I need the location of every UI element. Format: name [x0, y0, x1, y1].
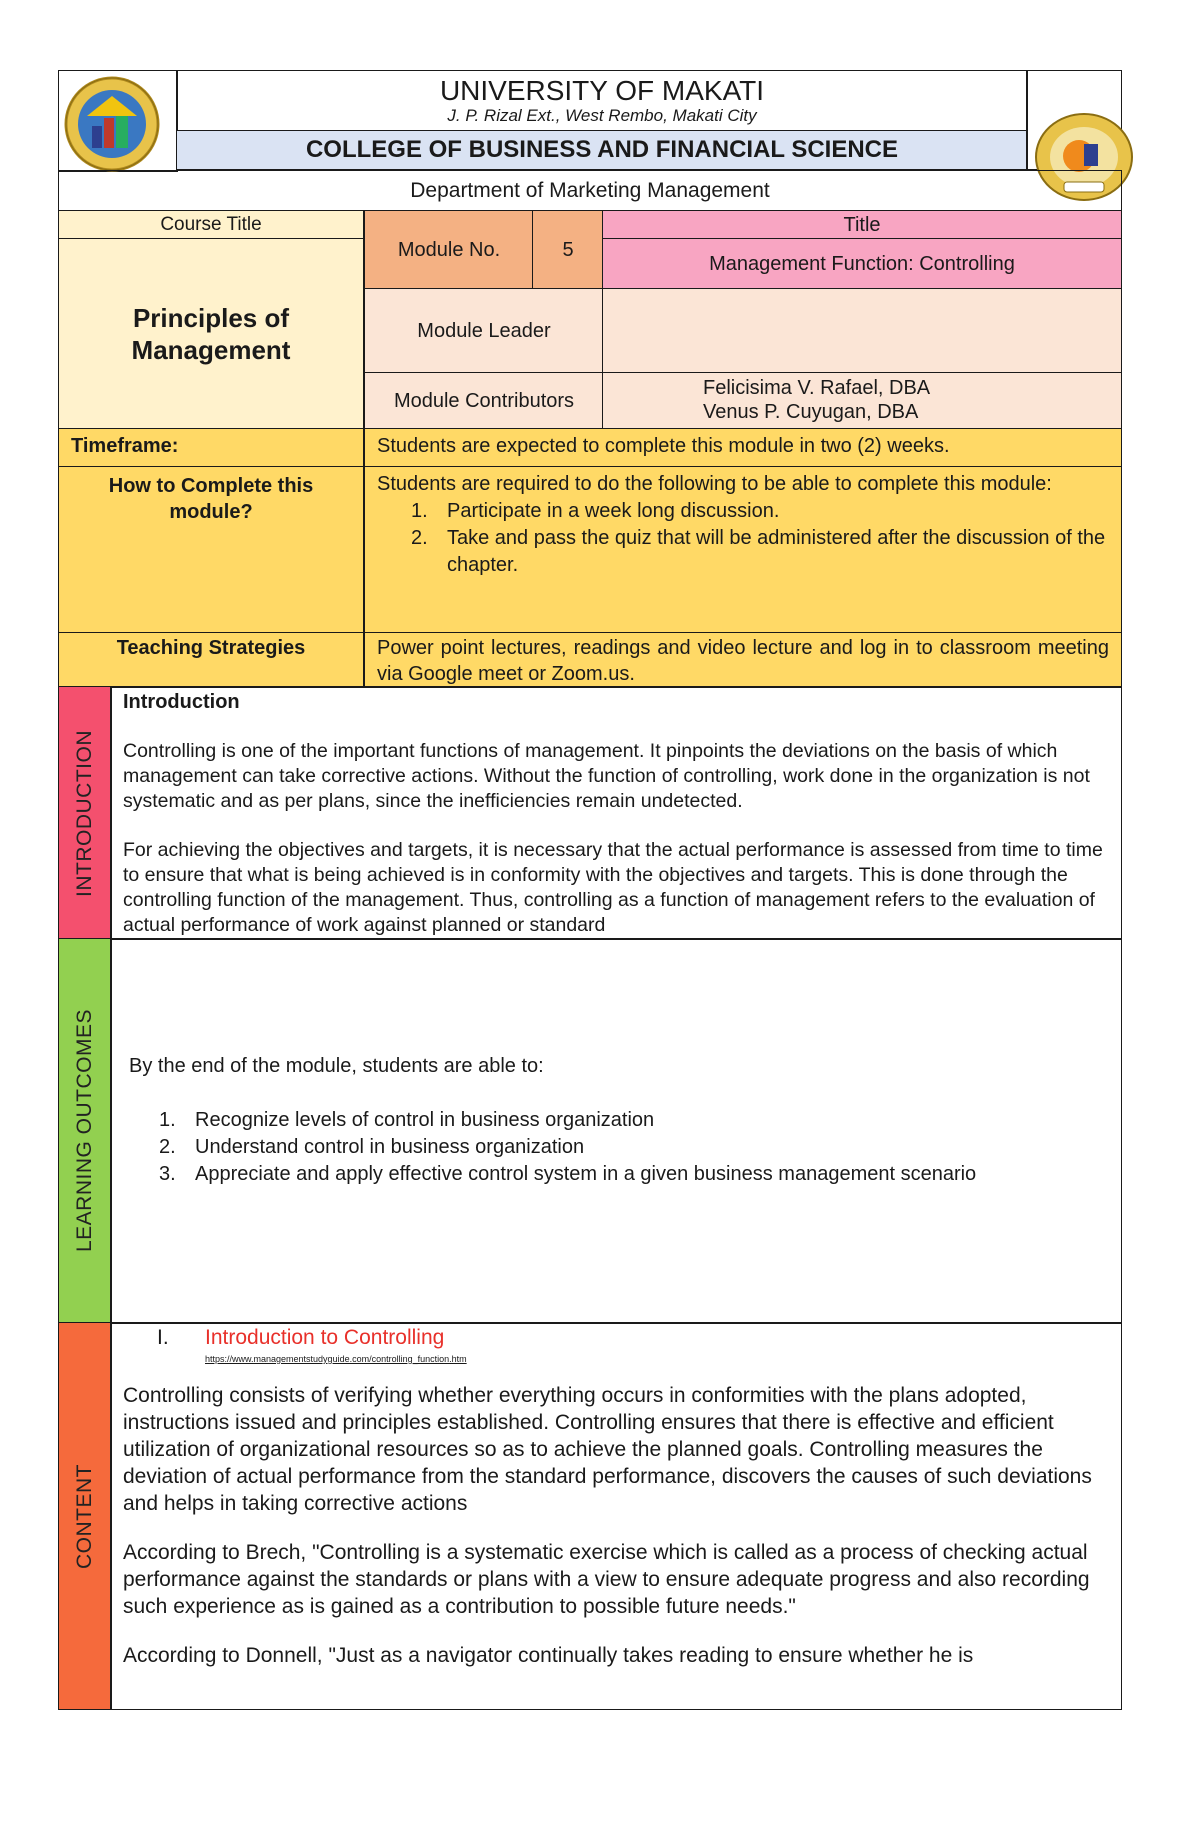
module-title-cell [602, 238, 1122, 290]
course-title-value: Principles of Management [131, 303, 291, 365]
university-name: UNIVERSITY OF MAKATI [439, 75, 765, 106]
outcome-item [129, 1134, 1109, 1161]
outcome-item [129, 1107, 1109, 1134]
teaching-label-cell [58, 632, 364, 688]
how-to-item [377, 498, 1109, 525]
outcome-item-number: 3. [159, 1163, 176, 1185]
timeframe-value: Students are expected to complete this module in two (2) weeks. [377, 435, 950, 457]
module-contributors-label-cell [364, 372, 604, 430]
introduction-paragraph: Controlling is one of the important functions of management. It pinpoints the deviations on the basis of which management can take corrective actions. Without the function of controlling, work done in the organization is not systematic and as per plans, since the inefficiencies remain undetected. [123, 740, 1090, 812]
timeframe-value-cell [364, 428, 1122, 468]
outcome-item-number: 2. [159, 1136, 176, 1158]
teaching-value: Power point lectures, readings and video lecture and log in to classroom meeting via Google meet or Zoom.us. [377, 637, 1109, 685]
content-section-heading [123, 1325, 1109, 1351]
outcome-item-text: Appreciate and apply effective control system in a given business management scenario [195, 1163, 977, 1185]
college-name: COLLEGE OF BUSINESS AND FINANCIAL SCIENCE [305, 136, 899, 163]
course-title-label-cell [58, 210, 364, 240]
course-title-value-cell [58, 238, 364, 430]
outcomes-body [110, 938, 1122, 1324]
module-leader-value-cell [602, 288, 1122, 374]
content-paragraph: According to Brech, "Controlling is a systematic exercise which is called as a process of checking actual performance against the standards or plans with a view to ensure adequate progress and also recording such experience as is gained as a contribution to possible future needs." [123, 1541, 1090, 1618]
how-to-item-number: 1. [411, 500, 428, 522]
how-to-label-cell [58, 466, 364, 634]
department-row [58, 170, 1122, 212]
module-contributors-label: Module Contributors [393, 389, 575, 412]
outcome-item-text: Understand control in business organization [195, 1136, 585, 1158]
content-side-bar [58, 1322, 112, 1710]
university-address: J. P. Rizal Ext., West Rembo, Makati City [447, 106, 757, 125]
outcomes-side-bar [58, 938, 112, 1324]
content-side-label: CONTENT [73, 1463, 96, 1569]
teaching-value-cell [364, 632, 1122, 688]
course-title-label: Course Title [160, 214, 262, 235]
module-contributors-value-cell [602, 372, 1122, 430]
how-to-item-text: Participate in a week long discussion. [447, 500, 780, 522]
timeframe-label: Timeframe: [71, 435, 179, 457]
outcomes-intro: By the end of the module, students are able to: [129, 1055, 544, 1077]
module-leader-label-cell [364, 288, 604, 374]
content-body [110, 1322, 1122, 1710]
college-name-cell [176, 130, 1028, 170]
content-paragraph: Controlling consists of verifying whether everything occurs in conformities with the plans adopted, instructions issued and principles established. Controlling ensures that there is effective and efficient utilization of organizational resources so as to achieve the planned goals. Controlling measures the deviation of actual performance from the standard performance, discovers the causes of such deviations and helps in taking corrective actions [123, 1384, 1092, 1515]
module-no-value: 5 [562, 238, 574, 261]
title-header: Title [843, 213, 881, 236]
outcomes-side-label: LEARNING OUTCOMES [73, 1009, 96, 1253]
content-section-number: I. [157, 1326, 169, 1349]
introduction-body [110, 686, 1122, 940]
reference-link[interactable]: https://www.managementstudyguide.com/controlling_function.htm [205, 1354, 467, 1364]
introduction-side-label: INTRODUCTION [73, 729, 96, 897]
introduction-side-bar [58, 686, 112, 940]
title-header-cell [602, 210, 1122, 240]
university-name-cell [176, 70, 1028, 132]
how-to-item-number: 2. [411, 527, 428, 549]
module-no-value-cell [532, 210, 604, 290]
how-to-item-text: Take and pass the quiz that will be administered after the discussion of the chapter. [447, 527, 1106, 576]
timeframe-label-cell [58, 428, 364, 468]
how-to-value-cell [364, 466, 1122, 634]
introduction-heading: Introduction [123, 691, 240, 713]
module-no-label-cell [364, 210, 534, 290]
outcome-item-number: 1. [159, 1109, 176, 1131]
introduction-paragraph: For achieving the objectives and targets, it is necessary that the actual performance is assessed from time to time to ensure that what is being achieved is in conformity with the objectives and targets. This is done through the controlling function of the management. Thus, controlling as a function of management refers to the evaluation of actual performance of work against planned or standard [123, 839, 1103, 936]
university-logo-left [62, 76, 162, 172]
department-name: Department of Marketing Management [410, 179, 770, 202]
module-title: Management Function: Controlling [709, 252, 1015, 275]
content-paragraph: According to Donnell, "Just as a navigator continually takes reading to ensure whether he is [123, 1644, 974, 1667]
outcome-item-text: Recognize levels of control in business organization [195, 1109, 655, 1131]
module-leader-label: Module Leader [417, 319, 551, 342]
module-no-label: Module No. [397, 238, 501, 261]
how-to-item [377, 525, 1109, 579]
how-to-label: How to Complete this module? [108, 475, 314, 523]
how-to-intro: Students are required to do the following to be able to complete this module: [377, 473, 1052, 495]
contributor-2: Venus P. Cuyugan, DBA [703, 401, 919, 423]
contributor-1: Felicisima V. Rafael, DBA [703, 377, 931, 399]
outcome-item [129, 1161, 1109, 1188]
content-section-title: Introduction to Controlling [205, 1326, 445, 1349]
teaching-label: Teaching Strategies [116, 637, 306, 659]
